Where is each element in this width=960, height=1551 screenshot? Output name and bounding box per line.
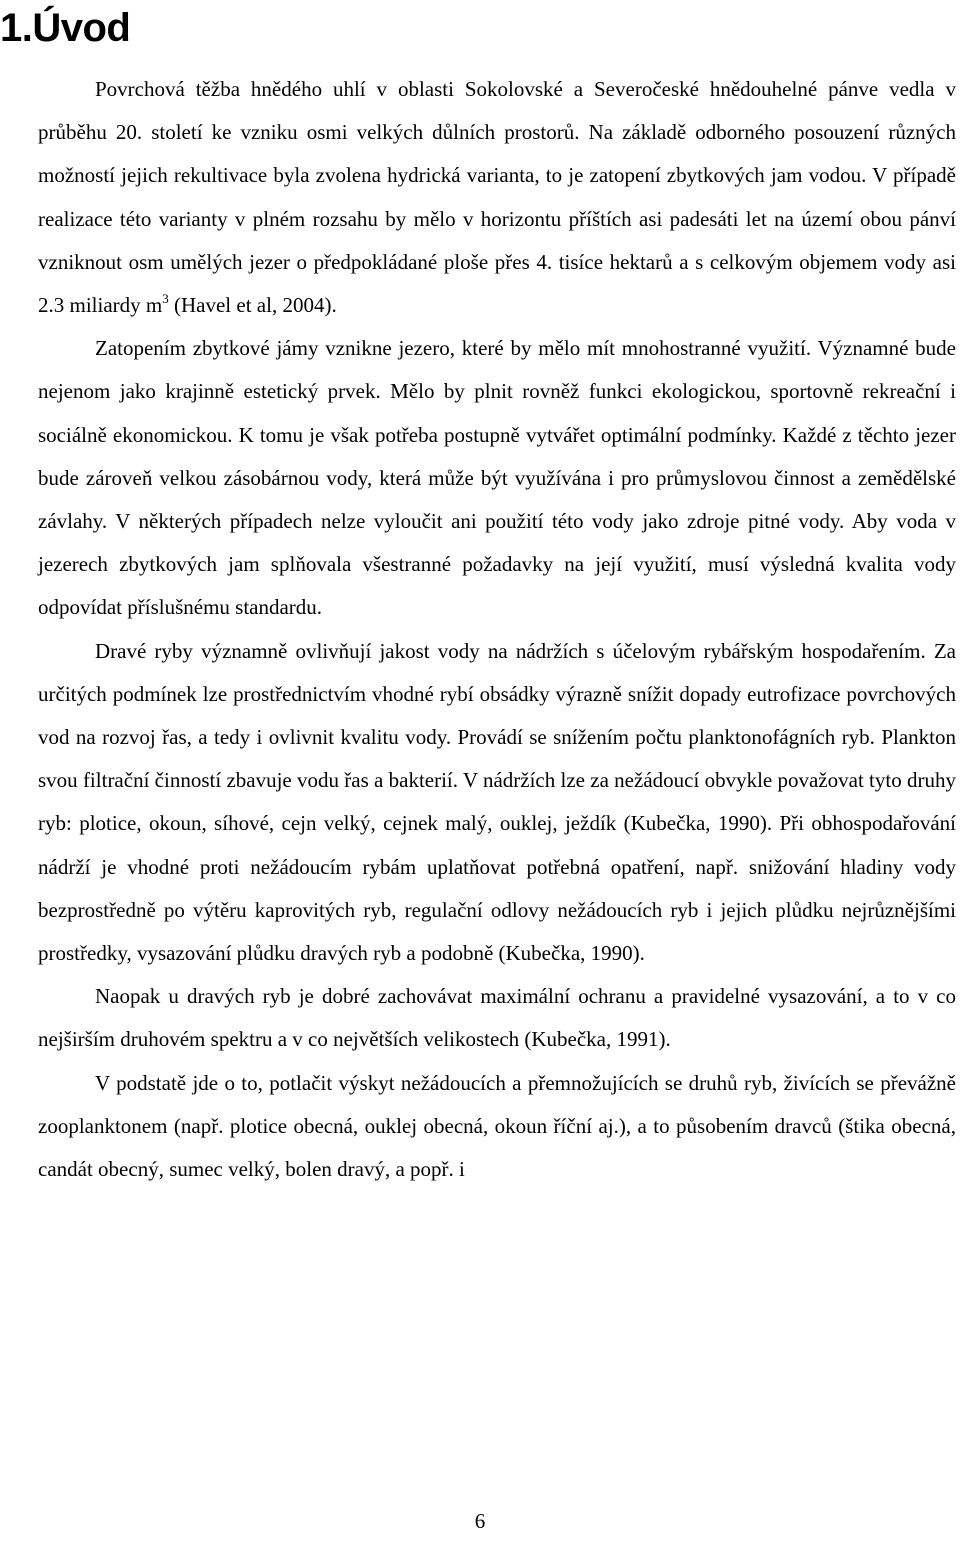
chapter-heading: 1.Úvod	[0, 6, 131, 50]
paragraph-3: Dravé ryby významně ovlivňují jakost vody na nádržích s účelovým rybářským hospodařením. Za určitých podmínek lze prostřednictvím vhodné rybí obsádky výrazně snížit dopady eutrofizace povrchových vod na rozvoj řas, a tedy i ovlivnit kvalitu vody. Provádí se snížením počtu planktonofágních ryb. Plankton svou filtrační činností zbavuje vodu řas a bakterií. V nádržích lze za nežádoucí obvykle považovat tyto druhy ryb: plotice, okoun, síhové, cejn velký, cejnek malý, ouklej, ježdík (Kubečka, 1990). Při obhospodařování nádrží je vhodné proti nežádoucím rybám uplatňovat potřebná opatření, např. snižování hladiny vody bezprostředně po výtěru kaprovitých ryb, regulační odlovy nežádoucích ryb i jejich plůdku nejrůznějšími prostředky, vysazování plůdku dravých ryb a podobně (Kubečka, 1990).	[38, 638, 956, 966]
body-text	[38, 68, 956, 1191]
paragraph-1	[38, 68, 956, 327]
paragraph-1-text: Povrchová těžba hnědého uhlí v oblasti Sokolovské a Severočeské hnědouhelné pánve vedla v průběhu 20. století ke vzniku osmi velkých důlních prostorů. Na základě odborného posouzení různých možností jejich rekultivace byla zvolena hydrická varianta, to je zatopení zbytkových jam vodou. V případě realizace této varianty v plném rozsahu by mělo v horizontu příštích asi padesáti let na území obou pánví vzniknout osm umělých jezer o předpokládané ploše přes 4. tisíce hektarů a s celkovým objemem vody asi 2.3 miliardy m	[38, 77, 956, 318]
paragraph-4: Naopak u dravých ryb je dobré zachovávat maximální ochranu a pravidelné vysazování, a to v co nejširším druhovém spektru a v co největších velikostech (Kubečka, 1991).	[38, 984, 956, 1052]
paragraph-1-citation: (Havel et al, 2004).	[168, 293, 337, 318]
paragraph-5: V podstatě jde o to, potlačit výskyt nežádoucích a přemnožujících se druhů ryb, živících se převážně zooplanktonem (např. plotice obecná, ouklej obecná, okoun říční aj.), a to působením dravců (štika obecná, candát obecný, sumec velký, bolen dravý, a popř. i	[38, 1070, 956, 1182]
superscript-cubed: 3	[162, 291, 169, 307]
paragraph-2: Zatopením zbytkové jámy vznikne jezero, které by mělo mít mnohostranné využití. Významné bude nejenom jako krajinně estetický prvek. Mělo by plnit rovněž funkci ekologickou, sportovně rekreační i sociálně ekonomickou. K tomu je však potřeba postupně vytvářet optimální podmínky. Každé z těchto jezer bude zároveň velkou zásobárnou vody, která může být využívána i pro průmyslovou činnost a zemědělské závlahy. V některých případech nelze vyloučit ani použití této vody jako zdroje pitné vody. Aby voda v jezerech zbytkových jam splňovala všestranné požadavky na její využití, musí výsledná kvalita vody odpovídat příslušnému standardu.	[38, 336, 956, 620]
page-number: 6	[474, 1509, 486, 1533]
